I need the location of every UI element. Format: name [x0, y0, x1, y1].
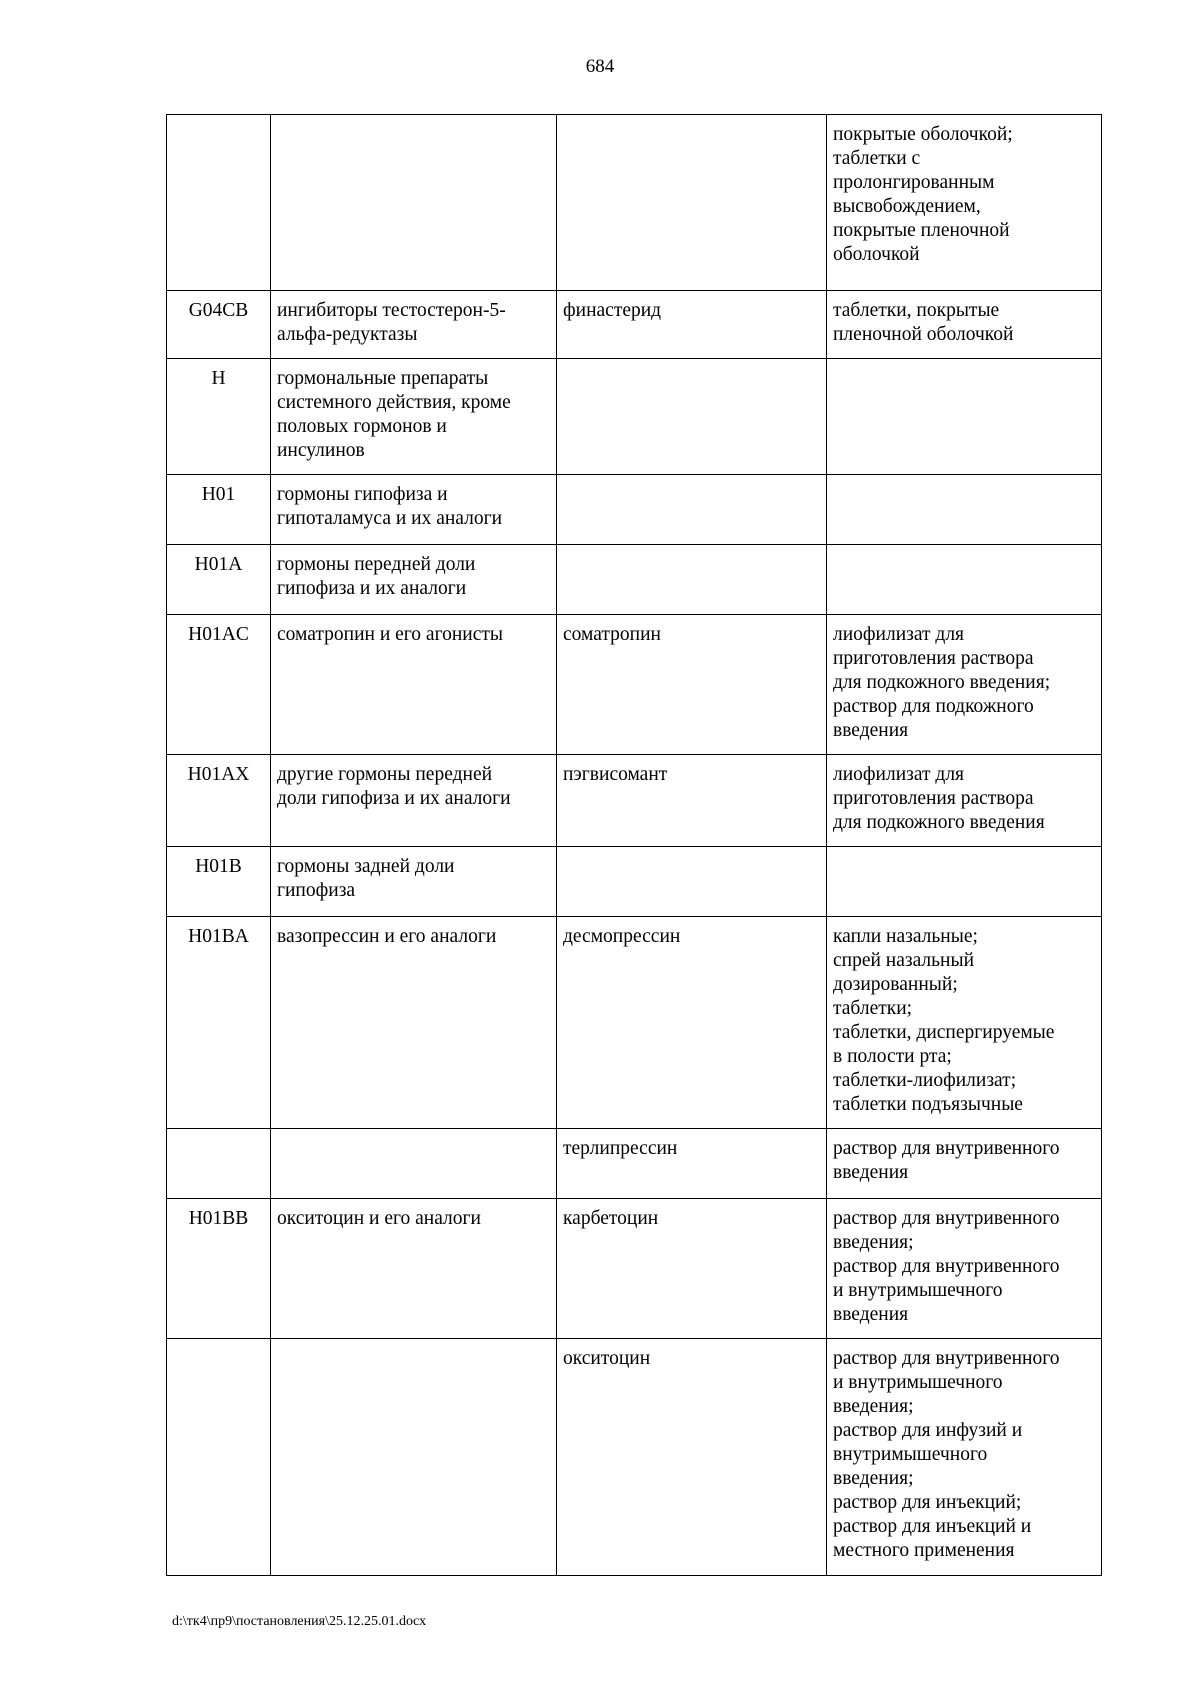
- drug-name-cell: пэгвисомант: [557, 755, 827, 847]
- pharmacological-group-cell: ингибиторы тестостерон-5- альфа-редуктазы: [271, 291, 557, 359]
- pharmacological-group-cell: соматропин и его агонисты: [271, 615, 557, 755]
- atc-code-cell: [167, 1339, 271, 1576]
- drug-name-cell: терлипрессин: [557, 1129, 827, 1199]
- atc-code-cell: H01BB: [167, 1199, 271, 1339]
- pharmacological-group-cell: [271, 115, 557, 291]
- drug-name-cell: [557, 475, 827, 545]
- dosage-form-cell: [827, 359, 1102, 475]
- table-row: [167, 1129, 1102, 1199]
- dosage-form-cell: капли назальные; спрей назальный дозированный; таблетки; таблетки, диспергируемые в полости рта; таблетки-лиофилизат; таблетки подъязычные: [827, 917, 1102, 1129]
- table-row: [167, 115, 1102, 291]
- pharmacological-group-cell: другие гормоны передней доли гипофиза и их аналоги: [271, 755, 557, 847]
- pharmacological-group-cell: вазопрессин и его аналоги: [271, 917, 557, 1129]
- pharmacological-group-cell: гормональные препараты системного действия, кроме половых гормонов и инсулинов: [271, 359, 557, 475]
- page-number: 684: [585, 56, 615, 77]
- atc-code-cell: H01AX: [167, 755, 271, 847]
- dosage-form-cell: раствор для внутривенного и внутримышечного введения; раствор для инфузий и внутримышечного введения; раствор для инъекций; раствор для инъекций и местного применения: [827, 1339, 1102, 1576]
- drug-table: [166, 114, 1102, 1576]
- table-row: [167, 545, 1102, 615]
- table-row: [167, 475, 1102, 545]
- dosage-form-cell: таблетки, покрытые пленочной оболочкой: [827, 291, 1102, 359]
- atc-code-cell: H01A: [167, 545, 271, 615]
- drug-name-cell: десмопрессин: [557, 917, 827, 1129]
- atc-code-cell: H01: [167, 475, 271, 545]
- atc-code-cell: H01AC: [167, 615, 271, 755]
- dosage-form-cell: раствор для внутривенного введения: [827, 1129, 1102, 1199]
- drug-name-cell: финастерид: [557, 291, 827, 359]
- drug-name-cell: карбетоцин: [557, 1199, 827, 1339]
- table-row: [167, 917, 1102, 1129]
- file-path-footer: d:\тк4\пр9\постановления\25.12.25.01.docx: [172, 1614, 427, 1629]
- atc-code-cell: G04CB: [167, 291, 271, 359]
- table-row: [167, 1199, 1102, 1339]
- dosage-form-cell: [827, 545, 1102, 615]
- pharmacological-group-cell: гормоны передней доли гипофиза и их аналоги: [271, 545, 557, 615]
- dosage-form-cell: [827, 475, 1102, 545]
- pharmacological-group-cell: гормоны гипофиза и гипоталамуса и их аналоги: [271, 475, 557, 545]
- atc-code-cell: H01BA: [167, 917, 271, 1129]
- atc-code-cell: H: [167, 359, 271, 475]
- drug-name-cell: [557, 115, 827, 291]
- pharmacological-group-cell: гормоны задней доли гипофиза: [271, 847, 557, 917]
- dosage-form-cell: [827, 847, 1102, 917]
- table-row: [167, 847, 1102, 917]
- table-row: [167, 291, 1102, 359]
- drug-name-cell: [557, 545, 827, 615]
- dosage-form-cell: лиофилизат для приготовления раствора для подкожного введения: [827, 755, 1102, 847]
- table-row: [167, 1339, 1102, 1576]
- table-row: [167, 615, 1102, 755]
- atc-code-cell: [167, 115, 271, 291]
- dosage-form-cell: покрытые оболочкой; таблетки с пролонгированным высвобождением, покрытые пленочной оболочкой: [827, 115, 1102, 291]
- drug-name-cell: соматропин: [557, 615, 827, 755]
- atc-code-cell: H01B: [167, 847, 271, 917]
- dosage-form-cell: раствор для внутривенного введения; раствор для внутривенного и внутримышечного введения: [827, 1199, 1102, 1339]
- drug-name-cell: [557, 847, 827, 917]
- drug-name-cell: окситоцин: [557, 1339, 827, 1576]
- pharmacological-group-cell: [271, 1339, 557, 1576]
- drug-name-cell: [557, 359, 827, 475]
- pharmacological-group-cell: окситоцин и его аналоги: [271, 1199, 557, 1339]
- table-row: [167, 755, 1102, 847]
- table-row: [167, 359, 1102, 475]
- dosage-form-cell: лиофилизат для приготовления раствора для подкожного введения; раствор для подкожного введения: [827, 615, 1102, 755]
- atc-code-cell: [167, 1129, 271, 1199]
- pharmacological-group-cell: [271, 1129, 557, 1199]
